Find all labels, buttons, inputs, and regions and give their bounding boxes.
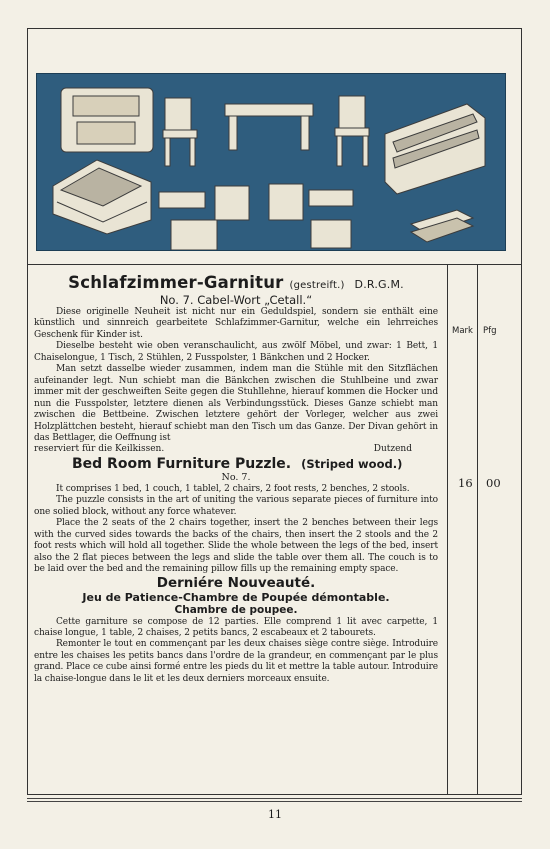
german-paragraph-2: Dieselbe besteht wie oben veranschaulicht, aus zwölf Möbel, und zwar: 1 Bett, 1 Chaiselongue, 1 Tisch, 2 Stühlen, 2 Fusspolster, 1 Bänkchen und 2 Hocker. (34, 341, 438, 363)
english-title (72, 456, 438, 472)
french-title: Jeu de Patience-Chambre de Poupée démontable. (82, 590, 390, 604)
german-paragraph-1: Diese originelle Neuheit ist nicht nur ein Geduldspiel, sondern sie enthält eine künstlich und sinnreich gearbeitete Schlafzimmer-Garnitur, welche ein lehrreiches Geschenk für Kinder ist. (34, 307, 438, 340)
german-title-mark: D.R.G.M. (354, 278, 404, 291)
german-title-note: (gestreift.) (289, 280, 345, 291)
german-title-text: Schlafzimmer-Garnitur (68, 273, 284, 292)
french-paragraph-1: Cette garniture se compose de 12 parties. Elle comprend 1 lit avec carpette, 1 chaise longue, 1 table, 2 chaises, 2 petits bancs, 2 escabeaux et 2 tabourets. (34, 616, 438, 638)
english-paragraph-3: Place the 2 seats of the 2 chairs together, insert the 2 benches between their legs with the curved sides towards the backs of the chairs, then insert the 2 stools and the 2 foot rests which will hold all together. Slide the whole between the legs of the bed, insert also the 2 flat pieces between the legs and slide the table over them all. The couch is to be laid over the bed and the remaining pillow fills up the remaining empty space. (34, 518, 438, 575)
price-pfg: 00 (486, 476, 501, 490)
catalog-text (34, 273, 438, 685)
price-mark: 16 (458, 476, 473, 490)
english-paragraph-2: The puzzle consists in the art of uniting the various separate pieces of furniture into one solied block, without any force whatever. (34, 495, 438, 517)
english-title-text: Bed Room Furniture Puzzle. (72, 455, 292, 472)
page-number: 11 (268, 808, 282, 821)
footer-rule (27, 798, 522, 802)
column-rule-left (447, 265, 448, 795)
column-header-mark: Mark (452, 326, 473, 336)
photo-section (28, 29, 521, 265)
column-header-pfg: Pfg (483, 326, 497, 336)
german-title (34, 273, 438, 292)
page-frame (27, 28, 522, 795)
english-paragraph-1: It comprises 1 bed, 1 couch, 1 tablel, 2 chairs, 2 foot rests, 2 benches, 2 stools. (56, 483, 410, 494)
german-paragraph-3-end: reserviert für die Keilkissen. (34, 444, 165, 455)
german-subtitle: No. 7. Cabel-Wort „Cetall.“ (159, 293, 313, 307)
english-title-note: (Striped wood.) (301, 456, 403, 471)
french-paragraph-2: Remonter le tout en commençant par les deux chaises siège contre siège. Introduire entre les chaises les petits bancs dans l'ordre de la grandeur, en commençant par le plus grand. Place ce cube ainsi formé entre les pieds du lit et mettre la table autour. Introduire la chaise-longue dans le lit et les deux derniers morceaux ensuite. (34, 639, 438, 684)
english-number: No. 7. (221, 471, 251, 483)
column-rule-right (477, 265, 478, 795)
german-last-line (34, 444, 438, 455)
bedroom-furniture-puzzle-photo (36, 73, 506, 251)
german-paragraph-3: Man setzt dasselbe wieder zusammen, indem man die Stühle mit den Sitzflächen aufeinander legt. Nun schiebt man die Bänkchen zwischen die Stuhlbeine und zwar immer mit der geschweiften Seite gegen die Stuhllehne, hierauf kommen die Hocker und nun die Fusspolster, letztere dienen als Verbindungsstück. Dieses Ganze schiebt man zwischen die Bettbeine. Zwischen letztere gehört der Vorleger, welcher aus zwei Holzplättchen besteht, hierauf schiebt man den Tisch um das Ganze. Der Divan gehört in das Bettlager, die Oeffnung ist (34, 364, 438, 443)
german-unit: Dutzend (373, 444, 412, 455)
french-subtitle: Chambre de poupee. (174, 603, 298, 616)
french-heading: Derniére Nouveauté. (156, 574, 316, 591)
